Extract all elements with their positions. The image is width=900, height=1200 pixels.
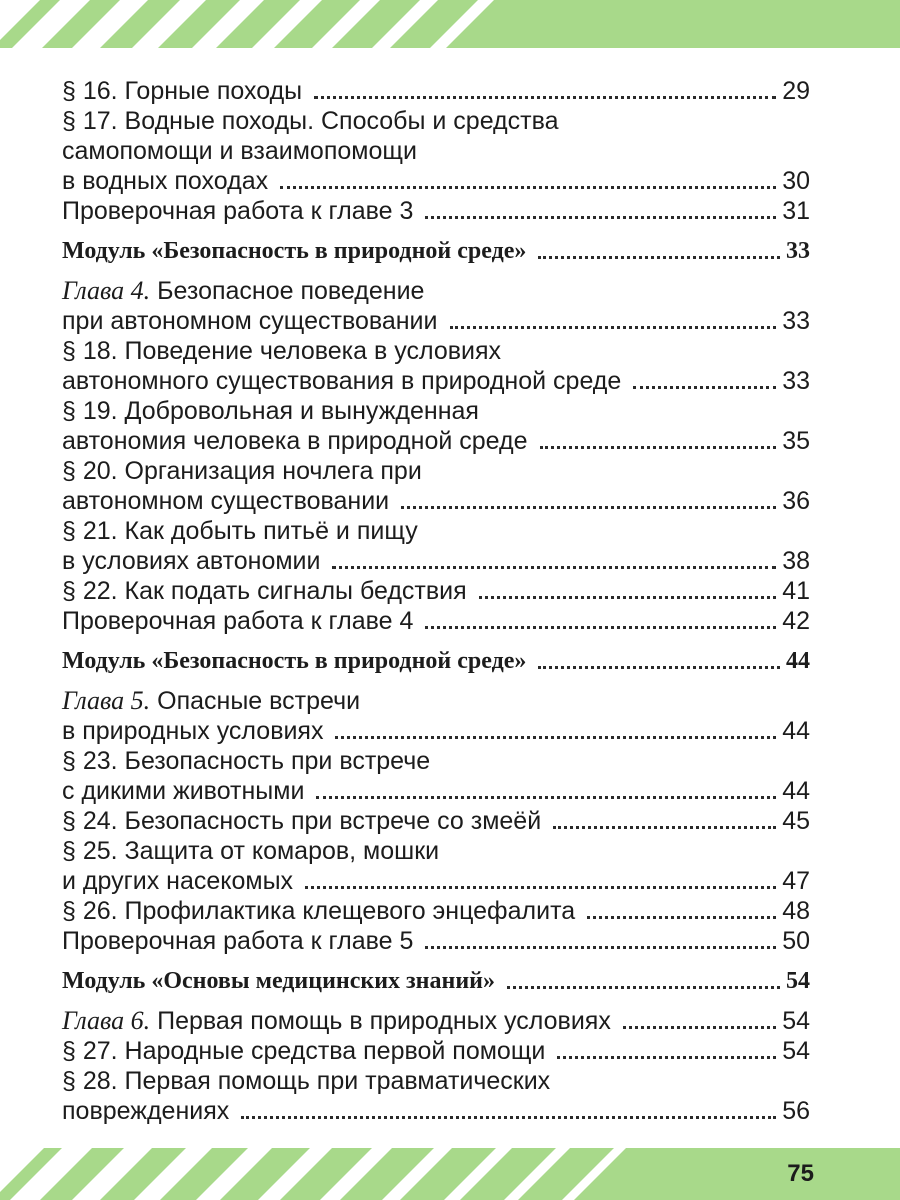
toc-entry-title: § 16. Горные походы — [62, 77, 303, 105]
toc-entry-line — [62, 276, 810, 306]
toc-entry-module — [62, 236, 810, 266]
toc-entry-text — [62, 546, 320, 576]
table-of-contents — [62, 76, 810, 1126]
dot-leader — [450, 326, 777, 329]
toc-entry-para — [62, 396, 810, 456]
toc-entry-line — [62, 686, 810, 716]
toc-entry-para — [62, 516, 810, 576]
toc-entry-text — [62, 926, 413, 956]
toc-entry-last-line — [62, 196, 810, 226]
toc-entry-para — [62, 1066, 810, 1126]
dot-leader — [587, 916, 776, 919]
toc-entry-text — [62, 236, 526, 266]
toc-entry-title: Модуль «Основы медицинских знаний» — [62, 968, 495, 994]
toc-entry-module — [62, 966, 810, 996]
dot-leader — [305, 886, 776, 889]
toc-entry-para — [62, 896, 810, 926]
toc-entry-title: Проверочная работа к главе 3 — [62, 197, 414, 225]
toc-entry-text — [62, 1036, 545, 1066]
toc-page-number: 29 — [782, 77, 810, 105]
toc-entry-chapter — [62, 1006, 810, 1036]
dot-leader — [507, 986, 780, 989]
toc-entry-title: повреждениях — [62, 1097, 230, 1125]
toc-page-number: 44 — [782, 777, 810, 805]
toc-entry-title: с дикими животными — [62, 777, 305, 805]
toc-entry-para — [62, 1036, 810, 1066]
toc-entry-para — [62, 456, 810, 516]
toc-page-number: 36 — [782, 487, 810, 515]
toc-page-number: 45 — [782, 807, 810, 835]
toc-page-number: 42 — [782, 607, 810, 635]
toc-entry-check — [62, 926, 810, 956]
toc-page-number: 54 — [786, 968, 810, 994]
dot-leader — [425, 216, 776, 219]
toc-entry-text: § 17. Водные походы. Способы и средства — [62, 107, 559, 135]
toc-entry-last-line — [62, 236, 810, 266]
toc-entry-last-line — [62, 1006, 810, 1036]
toc-entry-last-line — [62, 1096, 810, 1126]
toc-page-number: 44 — [782, 717, 810, 745]
toc-entry-text: самопомощи и взаимопомощи — [62, 137, 417, 165]
dot-leader — [401, 506, 776, 509]
dot-leader — [332, 566, 776, 569]
toc-entry-text — [62, 966, 495, 996]
dot-leader — [316, 796, 776, 799]
toc-entry-check — [62, 606, 810, 636]
dot-leader — [335, 736, 776, 739]
dot-leader — [425, 626, 776, 629]
toc-entry-title: автономном существовании — [62, 487, 390, 515]
toc-entry-line — [62, 516, 810, 546]
toc-entry-text — [62, 1006, 611, 1036]
toc-entry-last-line — [62, 486, 810, 516]
toc-entry-line — [62, 1066, 810, 1096]
dot-leader — [280, 186, 776, 189]
toc-entry-last-line — [62, 966, 810, 996]
toc-entry-last-line — [62, 926, 810, 956]
toc-entry-text — [62, 426, 528, 456]
toc-entry-line — [62, 396, 810, 426]
toc-entry-text: Опасные встречи — [157, 687, 361, 715]
toc-entry-last-line — [62, 896, 810, 926]
toc-entry-para — [62, 836, 810, 896]
toc-entry-last-line — [62, 306, 810, 336]
bottom-stripes-graphic — [0, 1148, 900, 1200]
toc-entry-para — [62, 806, 810, 836]
toc-entry-check — [62, 196, 810, 226]
toc-entry-text: Безопасное поведение — [157, 277, 425, 305]
toc-entry-text — [62, 1096, 229, 1126]
toc-entry-line — [62, 336, 810, 366]
toc-page-number: 56 — [782, 1097, 810, 1125]
dot-leader — [623, 1026, 776, 1029]
toc-entry-last-line — [62, 546, 810, 576]
chapter-label: Глава 6. — [62, 1006, 151, 1035]
toc-entry-text — [62, 646, 526, 676]
toc-entry-line — [62, 456, 810, 486]
dot-leader — [479, 596, 777, 599]
toc-entry-text — [62, 306, 438, 336]
toc-entry-para — [62, 336, 810, 396]
toc-entry-text — [62, 366, 621, 396]
toc-page-number: 33 — [782, 307, 810, 335]
toc-entry-title: Модуль «Безопасность в природной среде» — [62, 648, 527, 674]
dot-leader — [540, 446, 777, 449]
toc-page-number: 33 — [786, 238, 810, 264]
toc-entry-last-line — [62, 366, 810, 396]
toc-entry-chapter — [62, 276, 810, 336]
toc-entry-title: автономного существования в природной среде — [62, 367, 622, 395]
toc-entry-title: в природных условиях — [62, 717, 324, 745]
toc-entry-title: Первая помощь в природных условиях — [157, 1007, 611, 1035]
toc-entry-title: § 26. Профилактика клещевого энцефалита — [62, 897, 576, 925]
toc-page-number: 38 — [782, 547, 810, 575]
dot-leader — [241, 1116, 776, 1119]
toc-entry-last-line — [62, 866, 810, 896]
toc-page-number: 30 — [782, 167, 810, 195]
toc-entry-last-line — [62, 606, 810, 636]
toc-entry-text — [62, 486, 389, 516]
toc-entry-line — [62, 136, 810, 166]
toc-page-number: 50 — [782, 927, 810, 955]
dot-leader — [314, 96, 776, 99]
toc-entry-last-line — [62, 426, 810, 456]
toc-entry-text: § 18. Поведение человека в условиях — [62, 337, 502, 365]
toc-entry-last-line — [62, 776, 810, 806]
toc-entry-last-line — [62, 76, 810, 106]
toc-entry-last-line — [62, 646, 810, 676]
top-stripes-graphic — [0, 0, 900, 48]
toc-entry-text — [62, 576, 467, 606]
top-decorative-band — [0, 0, 900, 48]
toc-entry-text — [62, 166, 268, 196]
toc-entry-title: и других насекомых — [62, 867, 294, 895]
toc-entry-title: § 22. Как подать сигналы бедствия — [62, 577, 467, 605]
toc-entry-text: § 20. Организация ночлега при — [62, 457, 422, 485]
toc-entry-line — [62, 746, 810, 776]
toc-entry-text: § 28. Первая помощь при травматических — [62, 1067, 551, 1095]
toc-page-number: 54 — [782, 1037, 810, 1065]
toc-entry-text — [62, 896, 575, 926]
toc-entry-last-line — [62, 1036, 810, 1066]
toc-page-number: 54 — [782, 1007, 810, 1035]
toc-entry-para — [62, 76, 810, 106]
toc-entry-para — [62, 106, 810, 196]
toc-entry-text — [62, 866, 293, 896]
toc-page-number: 41 — [782, 577, 810, 605]
toc-entry-text — [62, 76, 302, 106]
chapter-label: Глава 5. — [62, 686, 151, 715]
toc-entry-title: Проверочная работа к главе 5 — [62, 927, 414, 955]
toc-entry-text — [62, 716, 323, 746]
toc-entry-title: § 27. Народные средства первой помощи — [62, 1037, 546, 1065]
toc-entry-title: при автономном существовании — [62, 307, 438, 335]
toc-entry-text — [62, 606, 413, 636]
dot-leader — [538, 666, 780, 669]
toc-entry-last-line — [62, 166, 810, 196]
toc-entry-text: § 25. Защита от комаров, мошки — [62, 837, 440, 865]
toc-entry-chapter — [62, 686, 810, 746]
toc-entry-line — [62, 106, 810, 136]
toc-entry-title: Проверочная работа к главе 4 — [62, 607, 414, 635]
toc-entry-title: в условиях автономии — [62, 547, 321, 575]
dot-leader — [633, 386, 776, 389]
toc-entry-text: § 19. Добровольная и вынужденная — [62, 397, 479, 425]
bottom-decorative-band — [0, 1148, 900, 1200]
toc-entry-last-line — [62, 576, 810, 606]
dot-leader — [553, 826, 776, 829]
page-number: 75 — [787, 1160, 814, 1187]
dot-leader — [538, 256, 780, 259]
toc-entry-text: § 23. Безопасность при встрече — [62, 747, 431, 775]
toc-entry-text — [62, 776, 304, 806]
toc-page-number: 48 — [782, 897, 810, 925]
toc-entry-last-line — [62, 806, 810, 836]
toc-page-number: 31 — [782, 197, 810, 225]
toc-entry-module — [62, 646, 810, 676]
toc-entry-text — [62, 806, 541, 836]
toc-page-number: 47 — [782, 867, 810, 895]
toc-entry-text: § 21. Как добыть питьё и пищу — [62, 517, 418, 545]
chapter-label: Глава 4. — [62, 276, 151, 305]
toc-page-number: 44 — [786, 648, 810, 674]
toc-entry-line — [62, 836, 810, 866]
toc-entry-last-line — [62, 716, 810, 746]
toc-entry-text — [62, 196, 413, 226]
toc-entry-title: автономия человека в природной среде — [62, 427, 528, 455]
toc-entry-title: в водных походах — [62, 167, 269, 195]
toc-entry-para — [62, 746, 810, 806]
dot-leader — [557, 1056, 776, 1059]
toc-page-number: 33 — [782, 367, 810, 395]
toc-entry-para — [62, 576, 810, 606]
toc-entry-title: § 24. Безопасность при встрече со змеёй — [62, 807, 542, 835]
dot-leader — [425, 946, 776, 949]
toc-entry-title: Модуль «Безопасность в природной среде» — [62, 238, 527, 264]
toc-page-number: 35 — [782, 427, 810, 455]
